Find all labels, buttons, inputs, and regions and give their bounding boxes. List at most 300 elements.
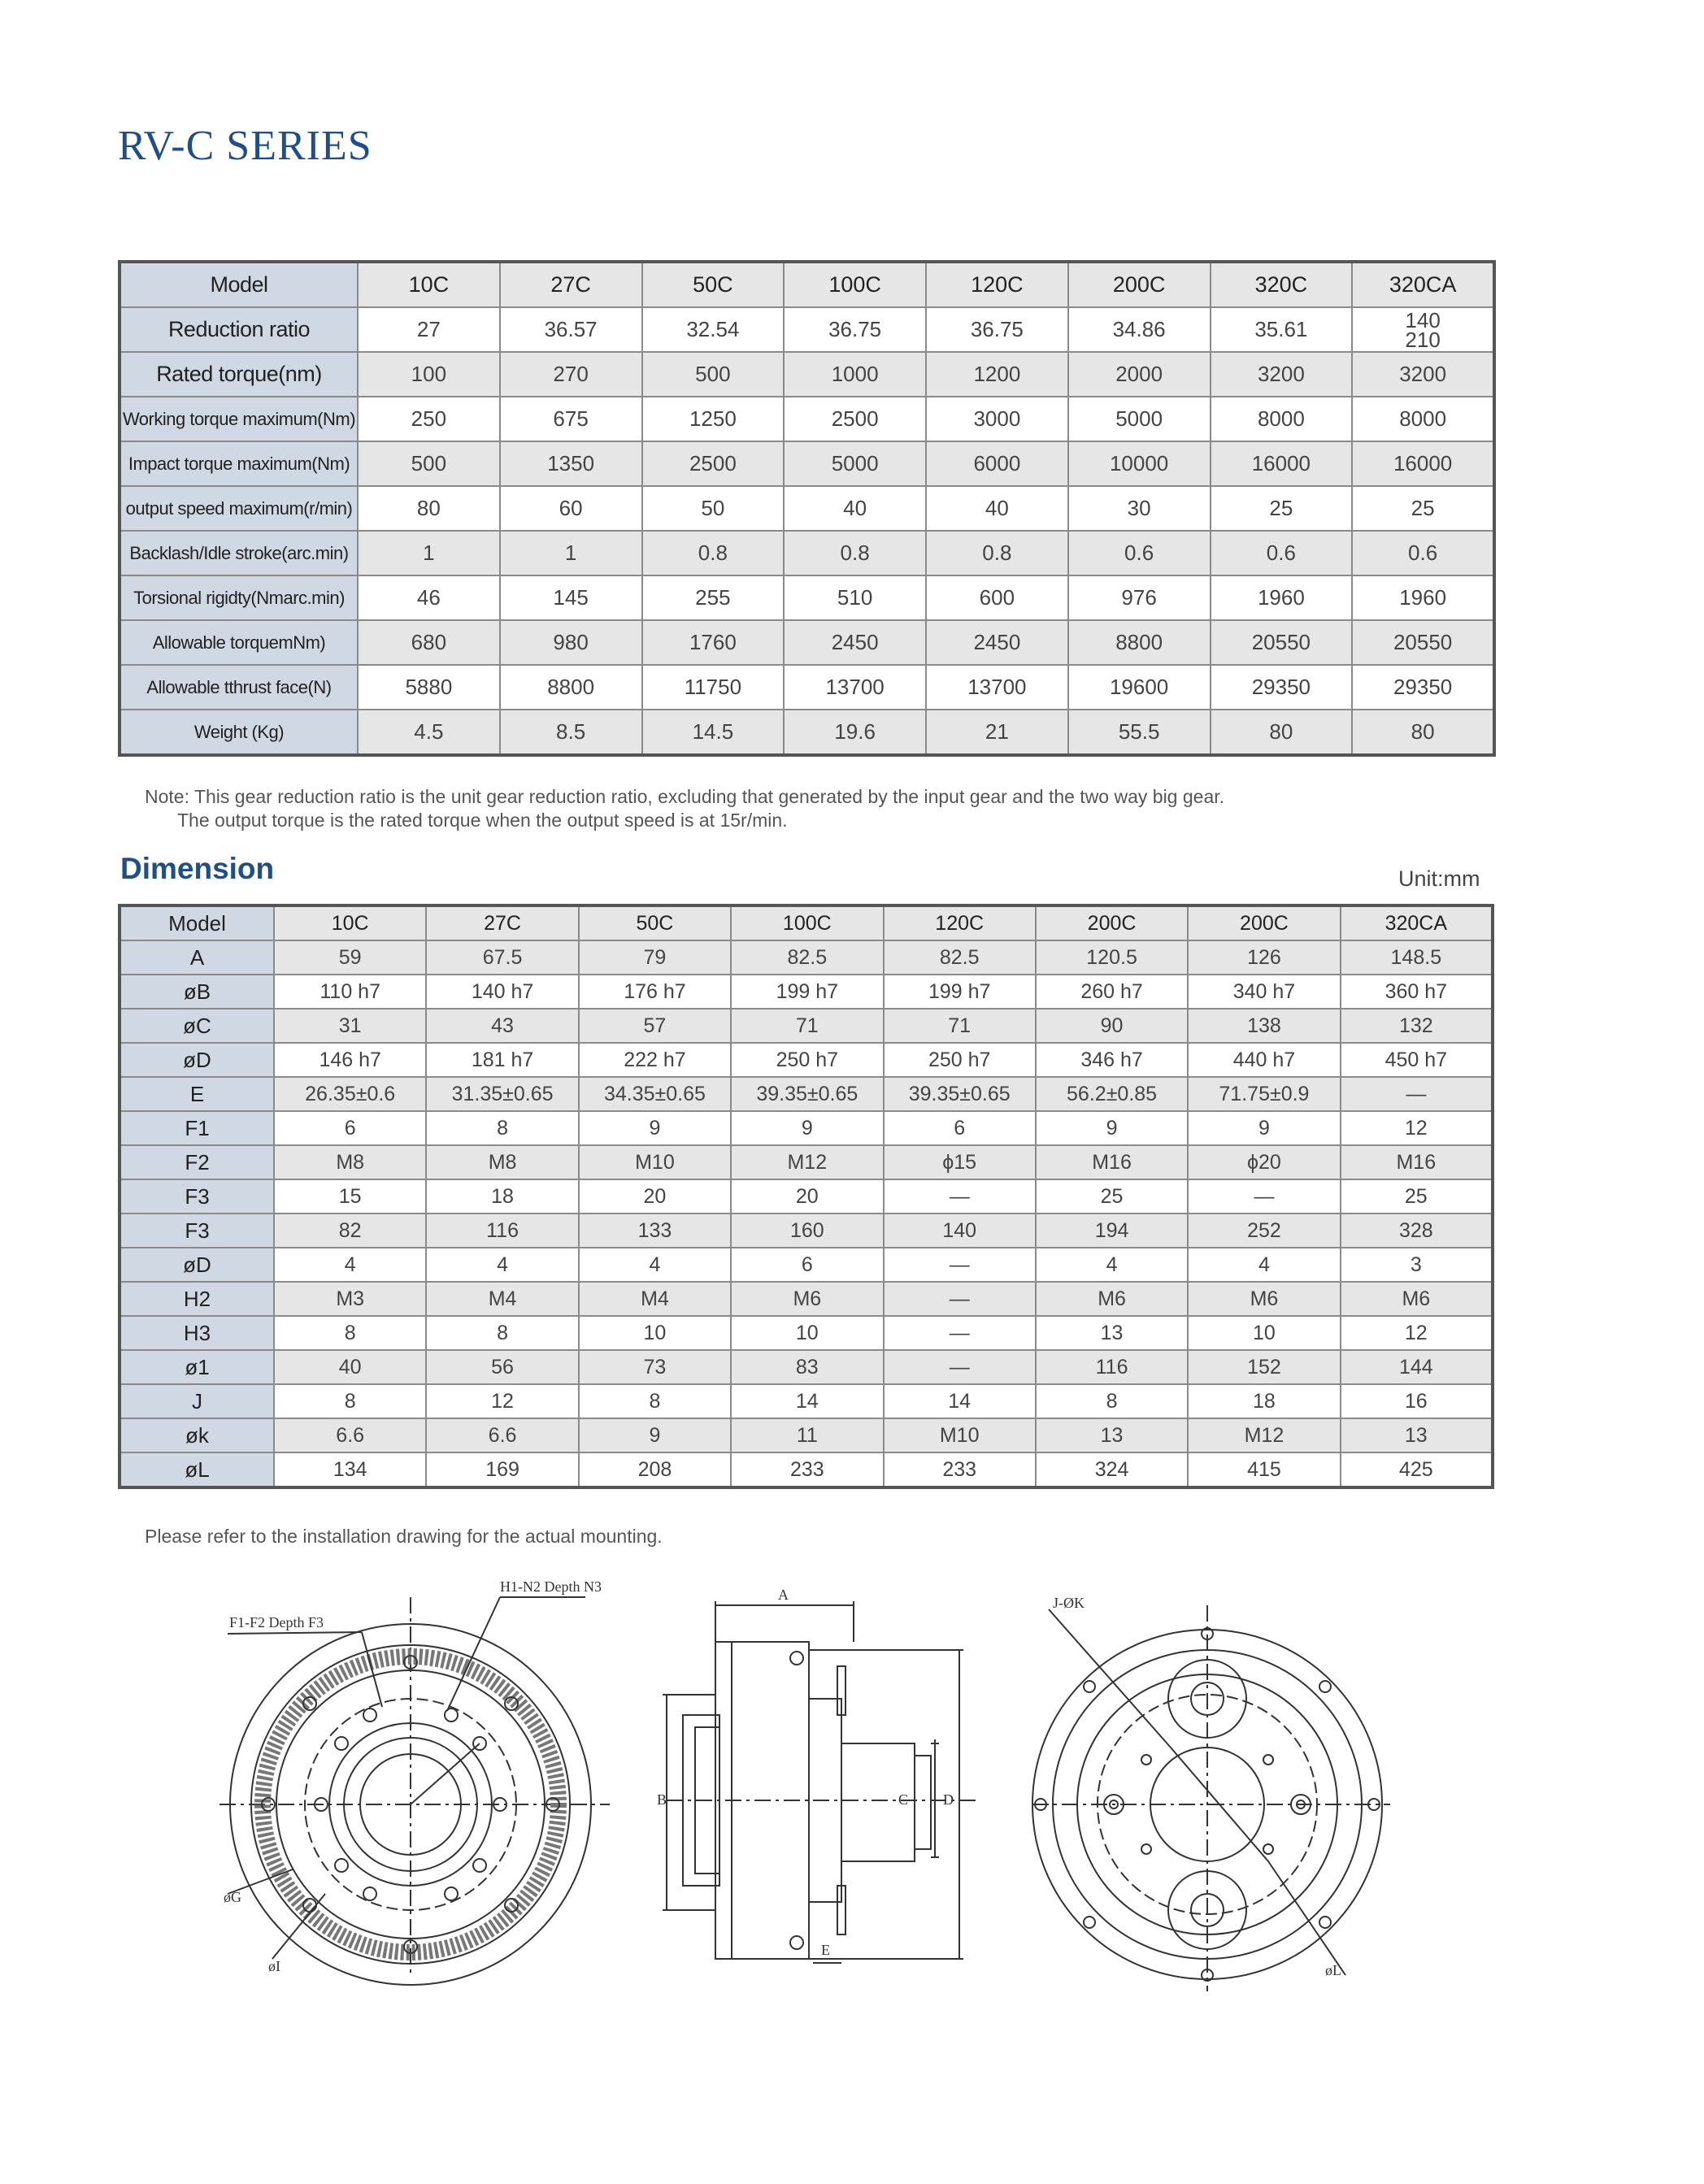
left-drawing-label-2: H1-N2 Depth N3 <box>500 1578 602 1595</box>
dim-row-label: øL <box>120 1452 274 1487</box>
dim-row-label: ø1 <box>120 1350 274 1384</box>
spec-cell: 6000 <box>926 441 1068 486</box>
spec-cell: 4.5 <box>358 710 500 755</box>
dim-row-label: øB <box>120 975 274 1009</box>
spec-cell: 60 <box>500 486 642 531</box>
spec-cell: 19600 <box>1068 665 1211 710</box>
dim-cell: 199 h7 <box>731 975 883 1009</box>
spec-cell: 0.6 <box>1211 531 1353 575</box>
dim-cell: M6 <box>1341 1282 1493 1316</box>
dim-row-label: E <box>120 1077 274 1111</box>
dim-row <box>120 1043 1493 1077</box>
spec-cell: 2500 <box>642 441 785 486</box>
spec-cell: 0.8 <box>926 531 1068 575</box>
dim-cell: 10 <box>1188 1316 1340 1350</box>
dim-row-label: øk <box>120 1418 274 1452</box>
spec-cell: 255 <box>642 575 785 620</box>
spec-row-label: Allowable tthrust face(N) <box>120 665 358 710</box>
dim-cell: 71 <box>731 1009 883 1043</box>
spec-cell: 976 <box>1068 575 1211 620</box>
spec-row <box>120 531 1494 575</box>
spec-row-label: Working torque maximum(Nm) <box>120 397 358 441</box>
dim-cell: 11 <box>731 1418 883 1452</box>
dim-cell: 67.5 <box>426 940 578 975</box>
dim-cell: 132 <box>1341 1009 1493 1043</box>
dim-cell: 71.75±0.9 <box>1188 1077 1340 1111</box>
spec-cell: 30 <box>1068 486 1211 531</box>
spec-cell: 3200 <box>1352 352 1494 397</box>
spec-cell: 35.61 <box>1211 307 1353 352</box>
dim-cell: 79 <box>579 940 731 975</box>
dim-cell: M6 <box>1188 1282 1340 1316</box>
dim-header-row <box>120 905 1493 940</box>
dim-cell: 6 <box>731 1248 883 1282</box>
front-view-drawing <box>203 1569 634 1999</box>
dim-cell: 13 <box>1036 1418 1188 1452</box>
spec-header-label: Model <box>120 262 358 307</box>
spec-row <box>120 307 1494 352</box>
dim-cell: 8 <box>274 1316 426 1350</box>
spec-cell: 36.75 <box>926 307 1068 352</box>
dim-cell: 90 <box>1036 1009 1188 1043</box>
dim-row-label: J <box>120 1384 274 1418</box>
spec-cell: 145 <box>500 575 642 620</box>
dim-cell: 14 <box>884 1384 1036 1418</box>
spec-cell: 1250 <box>642 397 785 441</box>
spec-cell: 11750 <box>642 665 785 710</box>
spec-cell: 36.57 <box>500 307 642 352</box>
spec-cell: 8800 <box>1068 620 1211 665</box>
dim-row <box>120 1009 1493 1043</box>
spec-cell: 8000 <box>1211 397 1353 441</box>
spec-row-label: Allowable torquemNm) <box>120 620 358 665</box>
spec-cell: 34.86 <box>1068 307 1211 352</box>
spec-header-cell: 120C <box>926 262 1068 307</box>
dim-row-label: A <box>120 940 274 975</box>
dim-cell: — <box>884 1248 1036 1282</box>
dim-cell: 9 <box>1036 1111 1188 1145</box>
dim-cell: 71 <box>884 1009 1036 1043</box>
spec-cell: 100 <box>358 352 500 397</box>
spec-cell: 2450 <box>926 620 1068 665</box>
dim-cell: 140 h7 <box>426 975 578 1009</box>
dim-cell: 194 <box>1036 1214 1188 1248</box>
spec-row-label: Reduction ratio <box>120 307 358 352</box>
dim-cell: 110 h7 <box>274 975 426 1009</box>
dim-cell: 43 <box>426 1009 578 1043</box>
note-line-2: The output torque is the rated torque when the output speed is at 15r/min. <box>177 810 788 831</box>
dim-cell: 82 <box>274 1214 426 1248</box>
dim-cell: ϕ20 <box>1188 1145 1340 1179</box>
dim-cell: 360 h7 <box>1341 975 1493 1009</box>
dim-cell: — <box>884 1179 1036 1214</box>
dim-cell: M16 <box>1036 1145 1188 1179</box>
dim-cell: 59 <box>274 940 426 975</box>
spec-cell: 16000 <box>1352 441 1494 486</box>
dim-cell: 4 <box>274 1248 426 1282</box>
dim-cell: 31 <box>274 1009 426 1043</box>
spec-cell: 1 <box>500 531 642 575</box>
spec-cell: 29350 <box>1352 665 1494 710</box>
spec-header-cell: 320C <box>1211 262 1353 307</box>
mid-drawing-dim-a: A <box>778 1587 789 1603</box>
spec-row <box>120 441 1494 486</box>
left-drawing-label-1: F1-F2 Depth F3 <box>229 1614 324 1630</box>
dim-cell: 20 <box>579 1179 731 1214</box>
dim-cell: 73 <box>579 1350 731 1384</box>
dim-cell: 3 <box>1341 1248 1493 1282</box>
spec-row-label: output speed maximum(r/min) <box>120 486 358 531</box>
dim-cell: 6.6 <box>274 1418 426 1452</box>
dim-cell: M12 <box>1188 1418 1340 1452</box>
mid-drawing-dim-b: B <box>657 1791 667 1808</box>
dim-header-cell: 27C <box>426 905 578 940</box>
dim-cell: M6 <box>731 1282 883 1316</box>
dim-cell: ϕ15 <box>884 1145 1036 1179</box>
dim-cell: 15 <box>274 1179 426 1214</box>
spec-cell: 8000 <box>1352 397 1494 441</box>
note-line-1: Note: This gear reduction ratio is the unit gear reduction ratio, excluding that generated by the input gear and the two way big gear. <box>145 786 1225 807</box>
dim-header-cell: 200C <box>1188 905 1340 940</box>
dim-cell: 169 <box>426 1452 578 1487</box>
dim-cell: 199 h7 <box>884 975 1036 1009</box>
dim-cell: 25 <box>1341 1179 1493 1214</box>
dim-cell: M4 <box>426 1282 578 1316</box>
spec-cell: 500 <box>642 352 785 397</box>
dimension-table <box>118 904 1494 1489</box>
spec-cell: 13700 <box>784 665 926 710</box>
spec-cell: 25 <box>1352 486 1494 531</box>
spec-cell: 55.5 <box>1068 710 1211 755</box>
spec-cell: 2500 <box>784 397 926 441</box>
dim-cell: 18 <box>1188 1384 1340 1418</box>
spec-cell: 32.54 <box>642 307 785 352</box>
unit-label: Unit:mm <box>1398 866 1480 891</box>
dim-cell: M10 <box>884 1418 1036 1452</box>
dim-row <box>120 1111 1493 1145</box>
dim-cell: 144 <box>1341 1350 1493 1384</box>
dim-cell: 134 <box>274 1452 426 1487</box>
dim-cell: 18 <box>426 1179 578 1214</box>
dim-cell: 450 h7 <box>1341 1043 1493 1077</box>
spec-header-cell: 320CA <box>1352 262 1494 307</box>
dim-row-label: F3 <box>120 1179 274 1214</box>
dim-cell: 6 <box>884 1111 1036 1145</box>
dim-cell: 415 <box>1188 1452 1340 1487</box>
dim-row-label: øD <box>120 1043 274 1077</box>
spec-cell: 1350 <box>500 441 642 486</box>
dim-cell: M16 <box>1341 1145 1493 1179</box>
dim-cell: 16 <box>1341 1384 1493 1418</box>
dim-cell: 40 <box>274 1350 426 1384</box>
dim-row <box>120 1145 1493 1179</box>
spec-header-cell: 100C <box>784 262 926 307</box>
dim-row <box>120 1316 1493 1350</box>
dim-cell: 152 <box>1188 1350 1340 1384</box>
dim-cell: 250 h7 <box>884 1043 1036 1077</box>
left-drawing-dim-i: øI <box>268 1958 280 1974</box>
dim-cell: M10 <box>579 1145 731 1179</box>
dim-cell: M3 <box>274 1282 426 1316</box>
dim-cell: 57 <box>579 1009 731 1043</box>
dim-cell: 160 <box>731 1214 883 1248</box>
dim-cell: 250 h7 <box>731 1043 883 1077</box>
dim-cell: 8 <box>579 1384 731 1418</box>
dim-cell: 138 <box>1188 1009 1340 1043</box>
dim-cell: M8 <box>274 1145 426 1179</box>
dim-row <box>120 1214 1493 1248</box>
spec-cell: 500 <box>358 441 500 486</box>
spec-header-cell: 50C <box>642 262 785 307</box>
dim-row-label: F3 <box>120 1214 274 1248</box>
dim-cell: M8 <box>426 1145 578 1179</box>
dim-cell: 126 <box>1188 940 1340 975</box>
dim-row-label: H2 <box>120 1282 274 1316</box>
dim-cell: 181 h7 <box>426 1043 578 1077</box>
spec-cell: 5880 <box>358 665 500 710</box>
spec-cell: 1960 <box>1352 575 1494 620</box>
dim-cell: 39.35±0.65 <box>884 1077 1036 1111</box>
spec-cell: 21 <box>926 710 1068 755</box>
spec-cell: 250 <box>358 397 500 441</box>
dim-row <box>120 1452 1493 1487</box>
dim-cell: — <box>884 1350 1036 1384</box>
spec-cell: 29350 <box>1211 665 1353 710</box>
dim-cell: 340 h7 <box>1188 975 1340 1009</box>
dim-cell: 252 <box>1188 1214 1340 1248</box>
dim-cell: 8 <box>274 1384 426 1418</box>
rear-view-drawing <box>1024 1585 1415 2008</box>
dim-header-label: Model <box>120 905 274 940</box>
dim-row-label: F2 <box>120 1145 274 1179</box>
dim-cell: 10 <box>579 1316 731 1350</box>
spec-cell: 50 <box>642 486 785 531</box>
dim-row <box>120 975 1493 1009</box>
mid-drawing-dim-c: C <box>898 1791 909 1808</box>
spec-cell: 40 <box>926 486 1068 531</box>
dim-row <box>120 1248 1493 1282</box>
dim-cell: 176 h7 <box>579 975 731 1009</box>
left-drawing-dim-g: øG <box>224 1889 241 1905</box>
spec-cell: 80 <box>1211 710 1353 755</box>
dim-cell: 346 h7 <box>1036 1043 1188 1077</box>
spec-row-label: Impact torque maximum(Nm) <box>120 441 358 486</box>
dim-cell: 6.6 <box>426 1418 578 1452</box>
dim-cell: 9 <box>731 1111 883 1145</box>
dim-cell: 82.5 <box>884 940 1036 975</box>
page-title: RV-C SERIES <box>118 123 372 169</box>
dim-cell: 83 <box>731 1350 883 1384</box>
dim-row <box>120 1418 1493 1452</box>
mid-drawing-dim-d: D <box>943 1791 954 1808</box>
spec-row <box>120 710 1494 755</box>
dim-cell: 12 <box>1341 1111 1493 1145</box>
dim-cell: 13 <box>1036 1316 1188 1350</box>
spec-cell: 0.8 <box>642 531 785 575</box>
dim-cell: 116 <box>1036 1350 1188 1384</box>
spec-cell: 1 <box>358 531 500 575</box>
dim-cell: 140 <box>884 1214 1036 1248</box>
spec-header-cell: 10C <box>358 262 500 307</box>
side-view-drawing <box>650 1577 992 1991</box>
spec-cell: 5000 <box>1068 397 1211 441</box>
spec-header-row <box>120 262 1494 307</box>
spec-cell: 1200 <box>926 352 1068 397</box>
spec-cell: 600 <box>926 575 1068 620</box>
dim-header-cell: 120C <box>884 905 1036 940</box>
dim-cell: 6 <box>274 1111 426 1145</box>
dim-row-label: H3 <box>120 1316 274 1350</box>
dim-cell: 440 h7 <box>1188 1043 1340 1077</box>
dim-cell: 4 <box>579 1248 731 1282</box>
dim-header-cell: 50C <box>579 905 731 940</box>
dim-cell: 20 <box>731 1179 883 1214</box>
spec-cell: 3200 <box>1211 352 1353 397</box>
dim-cell: M4 <box>579 1282 731 1316</box>
dim-header-cell: 200C <box>1036 905 1188 940</box>
dimension-title: Dimension <box>120 852 275 885</box>
dim-cell: 34.35±0.65 <box>579 1077 731 1111</box>
spec-cell: 2450 <box>784 620 926 665</box>
spec-cell: 680 <box>358 620 500 665</box>
spec-cell: 80 <box>1352 710 1494 755</box>
dim-cell: — <box>1341 1077 1493 1111</box>
dim-row-label: F1 <box>120 1111 274 1145</box>
dim-cell: 12 <box>426 1384 578 1418</box>
dim-cell: 120.5 <box>1036 940 1188 975</box>
dim-cell: 82.5 <box>731 940 883 975</box>
spec-row <box>120 486 1494 531</box>
dim-cell: 9 <box>1188 1111 1340 1145</box>
mid-drawing-dim-e: E <box>821 1942 830 1958</box>
spec-table <box>118 260 1496 757</box>
dim-cell: 8 <box>426 1111 578 1145</box>
dim-cell: 328 <box>1341 1214 1493 1248</box>
spec-cell: 0.6 <box>1068 531 1211 575</box>
dim-cell: 56 <box>426 1350 578 1384</box>
dim-cell: 8 <box>1036 1384 1188 1418</box>
dim-cell: — <box>1188 1179 1340 1214</box>
dim-row <box>120 1384 1493 1418</box>
spec-cell: 675 <box>500 397 642 441</box>
dim-cell: 233 <box>884 1452 1036 1487</box>
dim-cell: 39.35±0.65 <box>731 1077 883 1111</box>
spec-row-label: Rated torque(nm) <box>120 352 358 397</box>
spec-cell: 25 <box>1211 486 1353 531</box>
spec-cell: 1760 <box>642 620 785 665</box>
spec-cell: 40 <box>784 486 926 531</box>
dim-cell: 208 <box>579 1452 731 1487</box>
dim-cell: 260 h7 <box>1036 975 1188 1009</box>
spec-cell: 20550 <box>1211 620 1353 665</box>
spec-cell: 80 <box>358 486 500 531</box>
dim-cell: 133 <box>579 1214 731 1248</box>
dim-cell: M6 <box>1036 1282 1188 1316</box>
dim-cell: 25 <box>1036 1179 1188 1214</box>
dim-header-cell: 10C <box>274 905 426 940</box>
dim-cell: 56.2±0.85 <box>1036 1077 1188 1111</box>
spec-row <box>120 575 1494 620</box>
dim-cell: — <box>884 1282 1036 1316</box>
dim-cell: 14 <box>731 1384 883 1418</box>
dim-cell: 31.35±0.65 <box>426 1077 578 1111</box>
dim-cell: — <box>884 1316 1036 1350</box>
dim-cell: 116 <box>426 1214 578 1248</box>
spec-cell: 510 <box>784 575 926 620</box>
spec-row <box>120 352 1494 397</box>
dim-cell: 233 <box>731 1452 883 1487</box>
right-drawing-dim-l: øL <box>1325 1962 1341 1978</box>
dim-cell: 4 <box>1036 1248 1188 1282</box>
dim-cell: 222 h7 <box>579 1043 731 1077</box>
spec-row-label: Torsional rigidty(Nmarc.min) <box>120 575 358 620</box>
spec-row <box>120 620 1494 665</box>
spec-cell: 19.6 <box>784 710 926 755</box>
dim-row <box>120 940 1493 975</box>
dim-cell: 12 <box>1341 1316 1493 1350</box>
dim-cell: 8 <box>426 1316 578 1350</box>
spec-cell: 10000 <box>1068 441 1211 486</box>
dim-cell: 13 <box>1341 1418 1493 1452</box>
dim-row <box>120 1077 1493 1111</box>
spec-cell: 8800 <box>500 665 642 710</box>
spec-cell: 1000 <box>784 352 926 397</box>
dim-header-cell: 320CA <box>1341 905 1493 940</box>
spec-cell: 16000 <box>1211 441 1353 486</box>
dim-cell: 146 h7 <box>274 1043 426 1077</box>
dim-row-label: øC <box>120 1009 274 1043</box>
spec-cell: 270 <box>500 352 642 397</box>
spec-cell: 8.5 <box>500 710 642 755</box>
spec-cell: 20550 <box>1352 620 1494 665</box>
spec-row <box>120 665 1494 710</box>
spec-row <box>120 397 1494 441</box>
spec-cell: 0.6 <box>1352 531 1494 575</box>
spec-cell: 14.5 <box>642 710 785 755</box>
dim-cell: 4 <box>426 1248 578 1282</box>
spec-row-label: Weight (Kg) <box>120 710 358 755</box>
dim-row-label: øD <box>120 1248 274 1282</box>
dim-row <box>120 1282 1493 1316</box>
spec-cell: 13700 <box>926 665 1068 710</box>
spec-cell: 1960 <box>1211 575 1353 620</box>
spec-cell: 46 <box>358 575 500 620</box>
dim-cell: 148.5 <box>1341 940 1493 975</box>
dim-row <box>120 1350 1493 1384</box>
spec-row-label: Backlash/Idle stroke(arc.min) <box>120 531 358 575</box>
dim-cell: 324 <box>1036 1452 1188 1487</box>
dim-cell: M12 <box>731 1145 883 1179</box>
dim-row <box>120 1179 1493 1214</box>
dim-cell: 4 <box>1188 1248 1340 1282</box>
dim-cell: 9 <box>579 1418 731 1452</box>
spec-cell: 36.75 <box>784 307 926 352</box>
spec-cell: 980 <box>500 620 642 665</box>
dim-cell: 26.35±0.6 <box>274 1077 426 1111</box>
mounting-note: Please refer to the installation drawing for the actual mounting. <box>145 1526 663 1547</box>
spec-header-cell: 27C <box>500 262 642 307</box>
dim-cell: 9 <box>579 1111 731 1145</box>
spec-cell: 2000 <box>1068 352 1211 397</box>
dim-cell: 10 <box>731 1316 883 1350</box>
spec-cell: 5000 <box>784 441 926 486</box>
dim-cell: 425 <box>1341 1452 1493 1487</box>
spec-cell: 0.8 <box>784 531 926 575</box>
spec-cell: 3000 <box>926 397 1068 441</box>
dim-header-cell: 100C <box>731 905 883 940</box>
right-drawing-label: J-ØK <box>1053 1595 1085 1611</box>
spec-cell: 140 210 <box>1352 307 1494 352</box>
